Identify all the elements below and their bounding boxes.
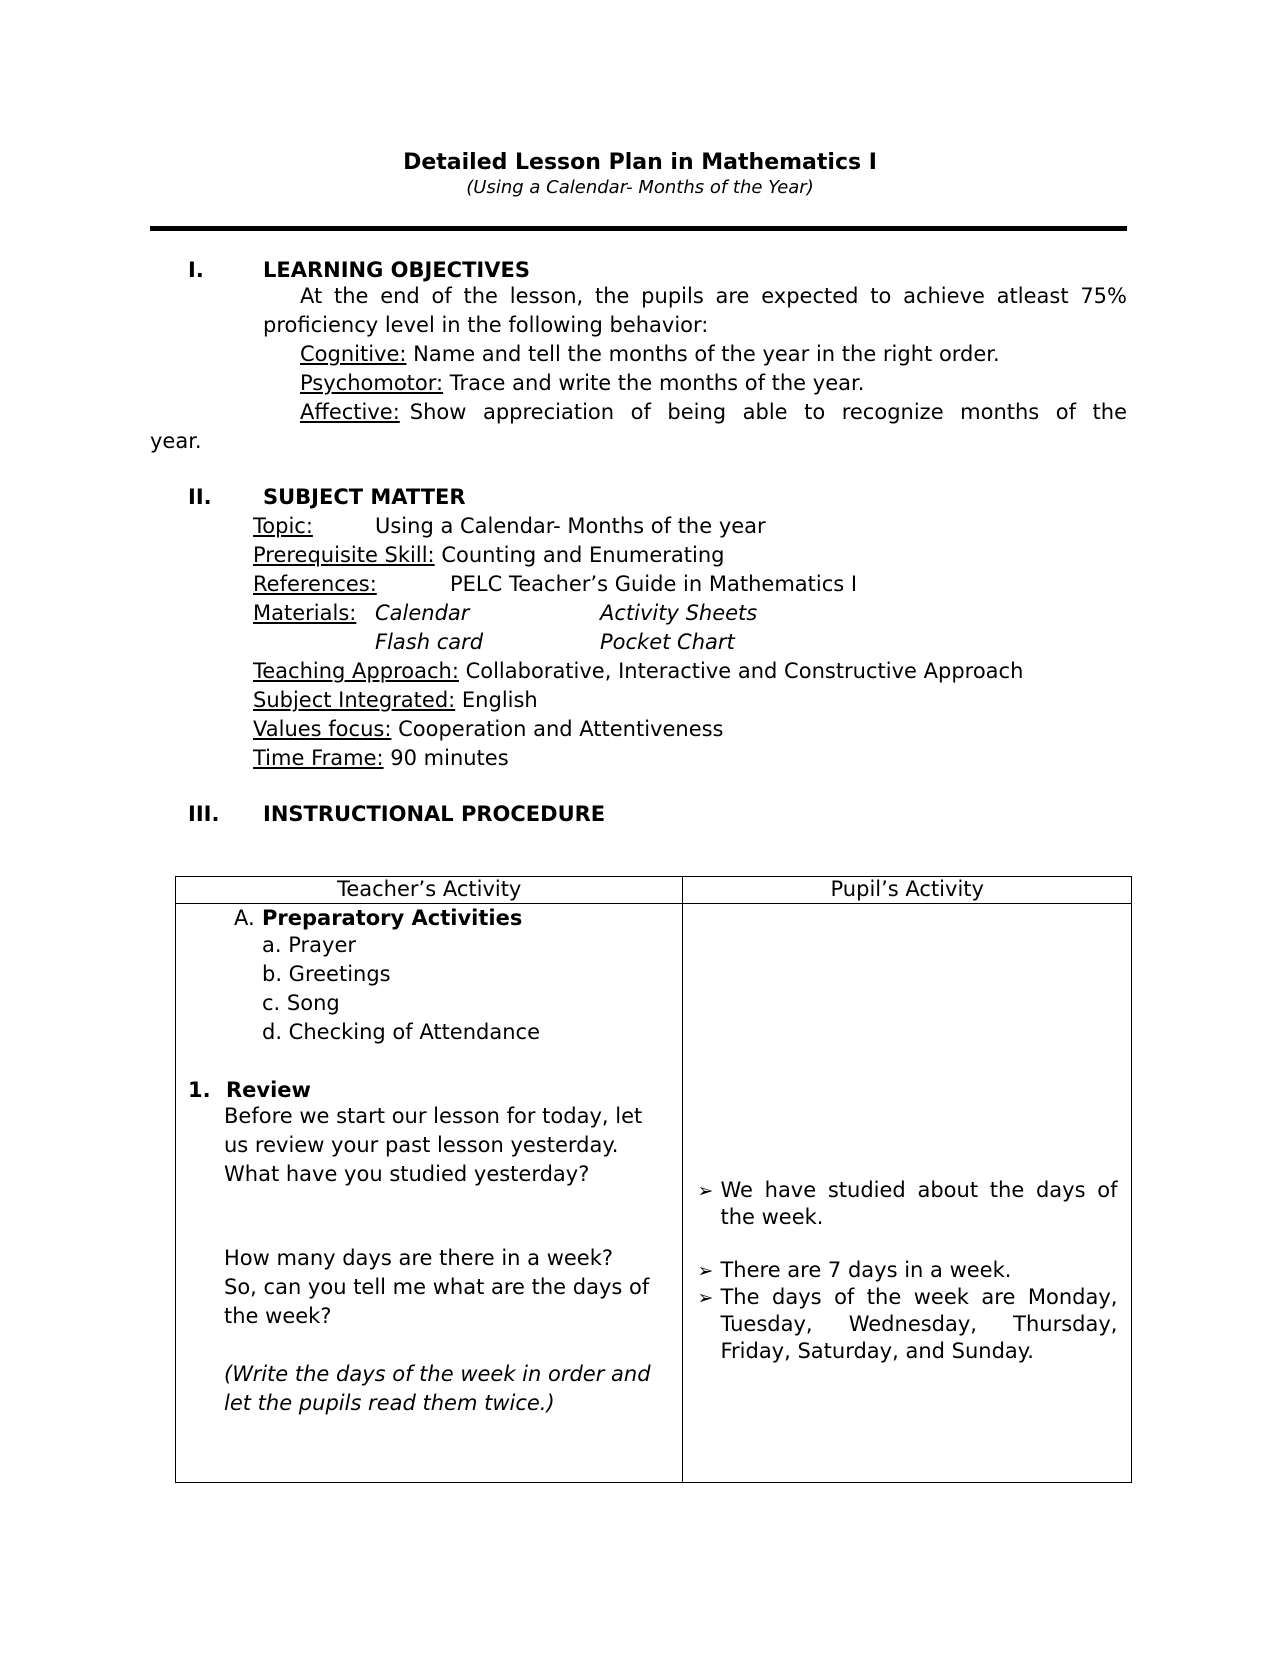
prep-letter: A. — [234, 906, 255, 930]
table-row — [176, 904, 1132, 1483]
prerequisite-value: Counting and Enumerating — [434, 543, 725, 567]
review-line: us review your past lesson yesterday. — [224, 1133, 619, 1157]
section-heading-subject: SUBJECT MATTER — [263, 485, 466, 509]
materials-label: Materials: — [253, 601, 357, 625]
section-heading-objectives: LEARNING OBJECTIVES — [263, 258, 530, 282]
section-heading-procedure: INSTRUCTIONAL PROCEDURE — [263, 802, 606, 826]
review-number: 1. — [188, 1078, 211, 1102]
time-label: Time Frame: — [253, 746, 384, 770]
table-header-row — [176, 877, 1132, 904]
approach-line — [253, 659, 1023, 683]
topic-label: Topic: — [253, 514, 313, 538]
note-line: (Write the days of the week in order and — [224, 1362, 651, 1386]
review-title: Review — [226, 1078, 311, 1102]
note-line: let the pupils read them twice.) — [224, 1391, 555, 1415]
approach-label: Teaching Approach: — [253, 659, 459, 683]
prerequisite-line — [253, 543, 725, 567]
question-line: How many days are there in a week? — [224, 1246, 614, 1270]
objective-psychomotor — [300, 371, 864, 395]
prep-item: a. Prayer — [262, 933, 356, 957]
affective-text: Show appreciation of being able to recognize months of the — [409, 400, 1127, 424]
arrow-bullet-icon: ➢ — [697, 1180, 714, 1202]
time-line — [253, 746, 509, 770]
section-number: III. — [188, 802, 220, 826]
pupil-answer-line: We have studied about the days of — [720, 1178, 1118, 1202]
psychomotor-text: Trace and write the months of the year. — [443, 371, 865, 395]
pupil-activity-cell — [683, 904, 1132, 1483]
pupil-answer-line: Tuesday, Wednesday, Thursday, — [720, 1312, 1118, 1336]
section-number: II. — [188, 485, 212, 509]
arrow-bullet-icon: ➢ — [697, 1287, 714, 1309]
material-item: Calendar — [375, 601, 470, 625]
objectives-intro-line1: At the end of the lesson, the pupils are expected to achieve atleast 75% — [300, 284, 1127, 308]
approach-value: Collaborative, Interactive and Constructive Approach — [458, 659, 1024, 683]
section-number: I. — [188, 258, 204, 282]
review-line: What have you studied yesterday? — [224, 1162, 590, 1186]
teacher-activity-cell — [176, 904, 683, 1483]
prep-item: d. Checking of Attendance — [262, 1020, 541, 1044]
material-item: Pocket Chart — [600, 630, 735, 654]
question-line: the week? — [224, 1304, 332, 1328]
topic-value: Using a Calendar- Months of the year — [375, 514, 766, 538]
objectives-intro-line2: proficiency level in the following behavior: — [263, 313, 709, 337]
integrated-value: English — [455, 688, 538, 712]
material-item: Flash card — [375, 630, 484, 654]
pupil-answer-line: the week. — [720, 1205, 824, 1229]
cognitive-label: Cognitive: — [300, 342, 407, 366]
objective-affective — [300, 400, 1127, 424]
values-line — [253, 717, 724, 741]
integrated-label: Subject Integrated: — [253, 688, 456, 712]
affective-continuation: year. — [150, 429, 202, 453]
pupil-answer-line: Friday, Saturday, and Sunday. — [720, 1339, 1034, 1363]
column-header-teacher: Teacher’s Activity — [176, 877, 683, 904]
material-item: Activity Sheets — [600, 601, 758, 625]
time-value: 90 minutes — [383, 746, 509, 770]
references-value: PELC Teacher’s Guide in Mathematics I — [450, 572, 858, 596]
prep-item: b. Greetings — [262, 962, 391, 986]
prep-title: Preparatory Activities — [262, 906, 523, 930]
psychomotor-label: Psychomotor: — [300, 371, 444, 395]
page-subtitle: (Using a Calendar- Months of the Year) — [466, 177, 814, 198]
objective-cognitive — [300, 342, 1000, 366]
references-label: References: — [253, 572, 377, 596]
header-divider — [150, 226, 1127, 231]
review-line: Before we start our lesson for today, let — [224, 1104, 643, 1128]
affective-label: Affective: — [300, 400, 400, 424]
arrow-bullet-icon: ➢ — [697, 1260, 714, 1282]
procedure-table — [175, 876, 1132, 1483]
column-header-pupil: Pupil’s Activity — [683, 877, 1132, 904]
values-label: Values focus: — [253, 717, 392, 741]
pupil-answer-line: There are 7 days in a week. — [720, 1258, 1012, 1282]
cognitive-text: Name and tell the months of the year in the right order. — [406, 342, 1000, 366]
pupil-answer-line: The days of the week are Monday, — [720, 1285, 1118, 1309]
page-title: Detailed Lesson Plan in Mathematics I — [403, 150, 877, 175]
integrated-line — [253, 688, 538, 712]
prerequisite-label: Prerequisite Skill: — [253, 543, 435, 567]
question-line: So, can you tell me what are the days of — [224, 1275, 650, 1299]
prep-item: c. Song — [262, 991, 340, 1015]
values-value: Cooperation and Attentiveness — [391, 717, 724, 741]
